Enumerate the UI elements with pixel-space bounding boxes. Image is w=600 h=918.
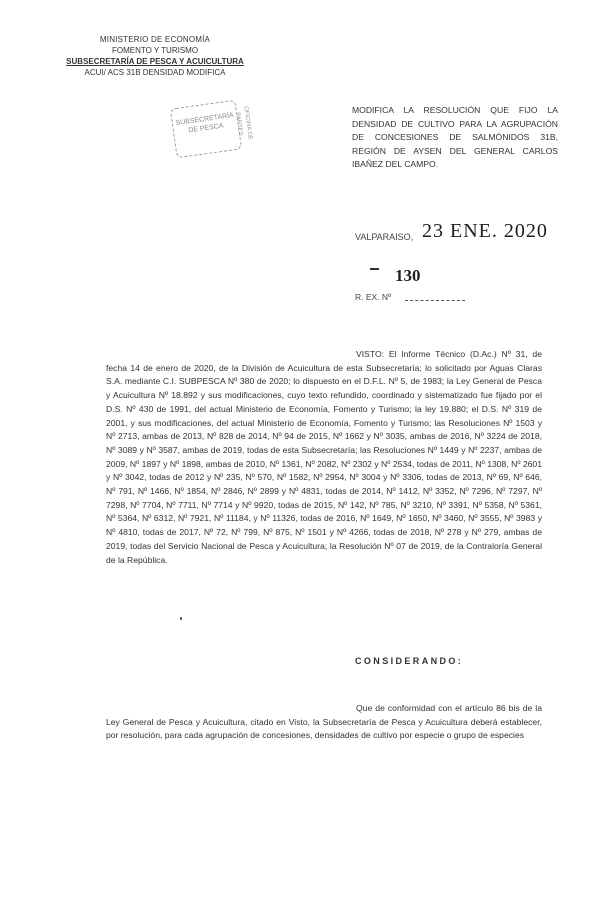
file-reference: ACUI/ ACS 31B DENSIDAD MODIFICA bbox=[84, 68, 226, 77]
stamp-text: SUBSECRETARÍA DE PESCA bbox=[175, 112, 235, 135]
resolution-label: R. EX. Nº bbox=[355, 292, 392, 302]
office-stamp bbox=[170, 100, 253, 159]
place-label: VALPARAISO, bbox=[355, 232, 414, 242]
stray-mark bbox=[180, 617, 182, 620]
considerando-paragraph-1: Que de conformidad con el artículo 86 bis de la Ley General de Pesca y Acuicultura, citado en Visto, la Subsecretaría de Pesca y Acuicultura deberá establecer, por resolución, para cada agrupación de concesiones, densidades de cultivo por especie o grupo de especies bbox=[106, 703, 542, 741]
stamp-side-text: OFICINA DE PARTES bbox=[234, 105, 253, 141]
date-stamp: 23 ENE. 2020 bbox=[422, 220, 548, 242]
number-dash bbox=[370, 268, 379, 270]
visto-paragraph: VISTO: El Informe Técnico (D.Ac.) Nº 31, de fecha 14 de enero de 2020, de la División de Acuicultura de esta Subsecretaría; lo solicitado por Aguas Claras S.A. mediante C.I. SUBPESCA Nº 380 de 2020; lo dispuesto en el D.F.L. Nº 5, de 1983; la Ley General de Pesca y Acuicultura Nº 18.892 y sus modificaciones, cuyo texto refundido, coordinado y sistematizado fue fijado por el D.S. Nº 430 de 1991, del actual Ministerio de Economía, Fomento y Turismo; la ley 19.880; el D.S. Nº 319 de 2001, y sus modificaciones, del actual Ministerio de Economía, Fomento y Turismo; las Resoluciones Nº 1503 y Nº 2713, ambas de 2013, Nº 828 de 2014, Nº 94 de 2015, Nº 1662 y Nº 3035, ambas de 2016, Nº 3224 de 2018, Nº 3089 y Nº 3587, ambas de 2019, todas de esta Subsecretaría; las Resoluciones Nº 1449 y Nº 2237, ambas de 2009, Nº 1897 y Nº 1898, ambas de 2010, Nº 1361, Nº 2082, Nº 2302 y Nº 2534, todas de 2011, Nº 1308, Nº 2601 y Nº 3042, todas de 2012 y Nº 235, Nº 570, Nº 1582, Nº 2954, Nº 3004 y Nº 3306, todas de 2013, Nº 69, Nº 646, Nº 791, Nº 1466, Nº 1854, Nº 2846, Nº 2899 y Nº 4831, todas de 2014, Nº 1412, Nº 3352, Nº 7296, Nº 7297, Nº 7298, Nº 7704, Nº 7711, Nº 7714 y Nº 9920, todas de 2015, Nº 142, Nº 785, Nº 3210, Nº 3391, Nº 5358, Nº 5361, Nº 5364, Nº 6312, Nº 7921, Nº 11184, y Nº 11326, todas de 2016, Nº 1649, Nº 1650, Nº 3460, Nº 3555, Nº 3983 y Nº 4810, todas de 2017, Nº 72, Nº 799, Nº 875, Nº 1501 y Nº 4266, todas de 2018, Nº 278 y Nº 279, ambas de 2019, todas del Servicio Nacional de Pesca y Acuicultura; la Resolución Nº 07 de 2019, de la Contraloría General de la República. bbox=[106, 349, 542, 565]
undersecretariat-name: SUBSECRETARÍA DE PESCA Y ACUICULTURA bbox=[66, 57, 244, 66]
resolution-number: 130 bbox=[395, 266, 421, 285]
ministry-name: MINISTERIO DE ECONOMÍA bbox=[99, 35, 211, 44]
resolution-title: MODIFICA LA RESOLUCIÓN QUE FIJO LA DENSIDAD DE CULTIVO PARA LA AGRUPACIÓN DE CONCESIONES DE SALMÓNIDOS 31B, REGIÓN DE AYSEN DEL GENERAL CARLOS IBAÑEZ DEL CAMPO. bbox=[352, 105, 558, 169]
number-underline bbox=[405, 300, 465, 301]
considerando-heading: CONSIDERANDO: bbox=[355, 656, 464, 666]
ministry-subtitle: FOMENTO Y TURISMO bbox=[111, 46, 199, 55]
letterhead bbox=[55, 34, 255, 78]
